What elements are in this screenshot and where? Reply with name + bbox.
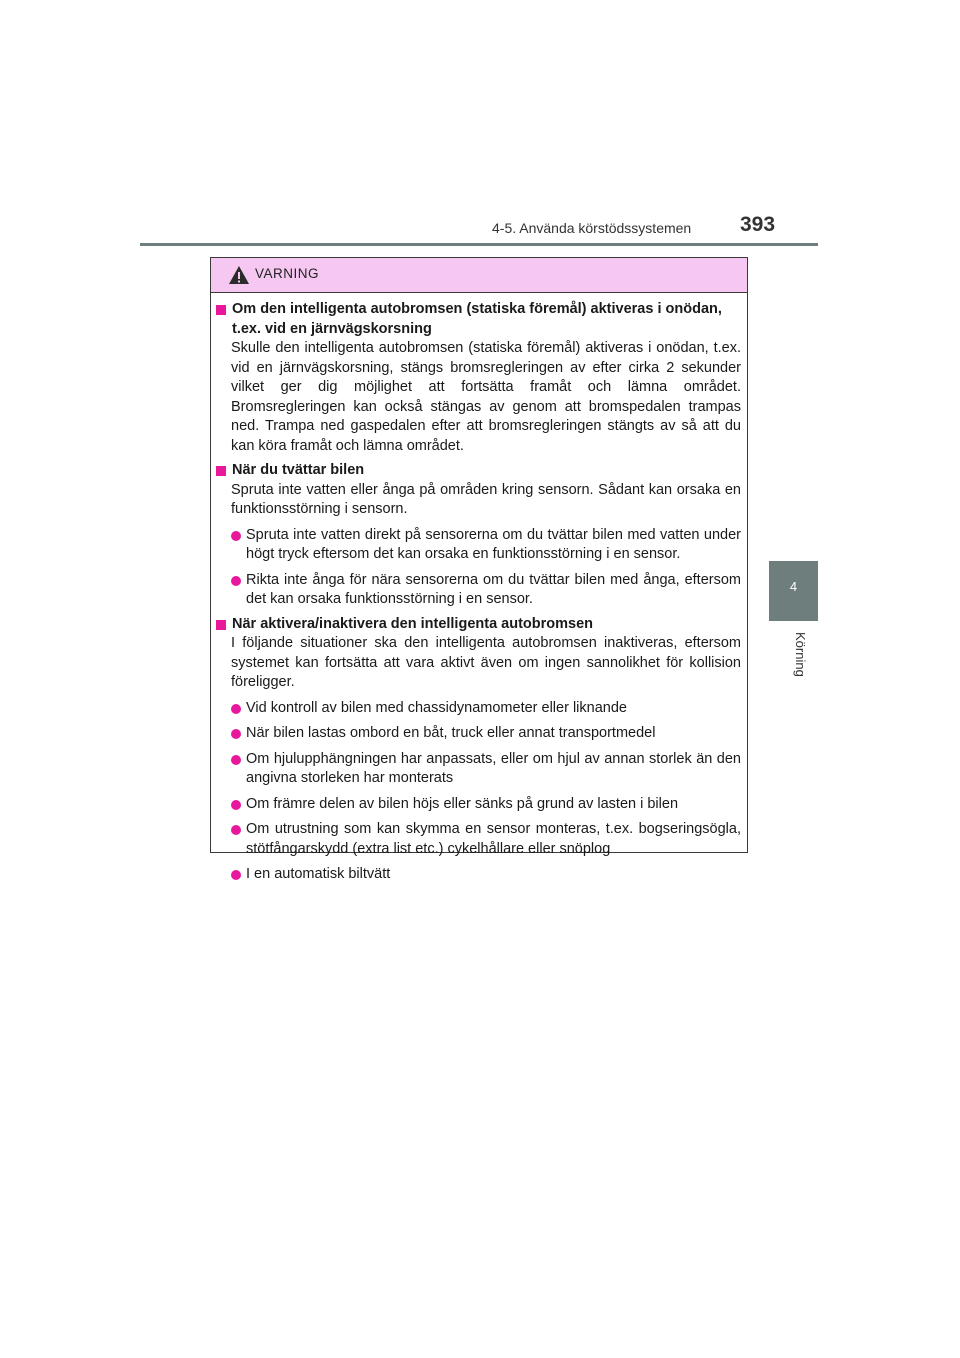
list-item — [216, 724, 741, 744]
circle-bullet-icon — [231, 704, 241, 714]
circle-bullet-icon — [231, 800, 241, 810]
list-item — [216, 571, 741, 610]
list-item — [216, 865, 741, 885]
list-item — [216, 750, 741, 789]
section-heading: När du tvättar bilen — [232, 462, 365, 478]
warning-section — [216, 461, 741, 610]
circle-bullet-icon — [231, 825, 241, 835]
chapter-tab — [769, 561, 818, 621]
circle-bullet-icon — [231, 576, 241, 586]
circle-bullet-icon — [231, 531, 241, 541]
warning-section — [216, 615, 741, 885]
list-item-text: Om hjulupphängningen har anpassats, eller om hjul av annan storlek än den angivna storleken har monterats — [246, 750, 741, 786]
page-header — [0, 0, 960, 250]
warning-section — [216, 300, 741, 456]
list-item-text: Vid kontroll av bilen med chassidynamometer eller liknande — [246, 699, 627, 716]
section-heading: När aktivera/inaktivera den intelligenta autobromsen — [232, 615, 594, 632]
list-item-text: Spruta inte vatten direkt på sensorerna om du tvättar bilen med vatten under högt tryck eftersom det kan orsaka en funktionsstörning i en sensor. — [246, 526, 741, 562]
square-bullet-icon — [216, 466, 226, 476]
circle-bullet-icon — [231, 755, 241, 765]
warning-header — [211, 258, 747, 293]
section-paragraph: I följande situationer ska den intelligenta autobromsen inaktiveras, eftersom systemet kan fortsätta att vara aktivt även om ingen sannolikhet för kollision föreligger. — [231, 635, 741, 690]
list-item-text: När bilen lastas ombord en båt, truck eller annat transportmedel — [246, 725, 656, 741]
section-paragraph: Skulle den intelligenta autobromsen (statiska föremål) aktiveras i onödan, t.ex. vid en järnvägskorsning, stängs bromsregleringen av efter cirka 2 sekunder vilket ger dig möjlighet att fortsätta framåt och lämna området. Bromsregleringen kan också stängas av genom att bromspedalen trampas ned. Trampa ned gaspedalen efter att bromsregleringen stängts av så att du kan köra framåt och lämna området. — [231, 340, 741, 454]
warning-box — [210, 257, 748, 882]
list-item — [216, 795, 741, 815]
warning-triangle-icon — [228, 265, 250, 285]
warning-content — [211, 293, 747, 885]
list-item-text: Om främre delen av bilen höjs eller sänks på grund av lasten i bilen — [246, 795, 679, 812]
chapter-number: 4 — [789, 579, 798, 594]
list-item-text: I en automatisk biltvätt — [246, 866, 391, 882]
list-item-text: Om utrustning som kan skymma en sensor monteras, t.ex. bogseringsögla, stötfångarskydd (extra list etc.) cykelhållare eller snöplog — [246, 821, 741, 857]
square-bullet-icon — [216, 305, 226, 315]
section-title: 4-5. Använda körstödssystemen — [492, 220, 692, 236]
page-number: 393 — [740, 213, 776, 236]
circle-bullet-icon — [231, 870, 241, 880]
section-paragraph: Spruta inte vatten eller ånga på områden kring sensorn. Sådant kan orsaka en funktionsstörning i sensorn. — [231, 481, 741, 517]
section-heading: Om den intelligenta autobromsen (statiska föremål) aktiveras i onödan, t.ex. vid en järnvägskorsning — [232, 301, 722, 337]
list-item — [216, 526, 741, 565]
warning-label: VARNING — [255, 266, 320, 281]
list-item — [216, 820, 741, 859]
header-rule — [140, 243, 818, 246]
square-bullet-icon — [216, 620, 226, 630]
list-item-text: Rikta inte ånga för nära sensorerna om du tvättar bilen med ånga, eftersom det kan orsaka funktionsstörning i en sensor. — [246, 571, 741, 607]
chapter-label: Körning — [793, 632, 808, 677]
circle-bullet-icon — [231, 729, 241, 739]
list-item — [216, 699, 741, 719]
